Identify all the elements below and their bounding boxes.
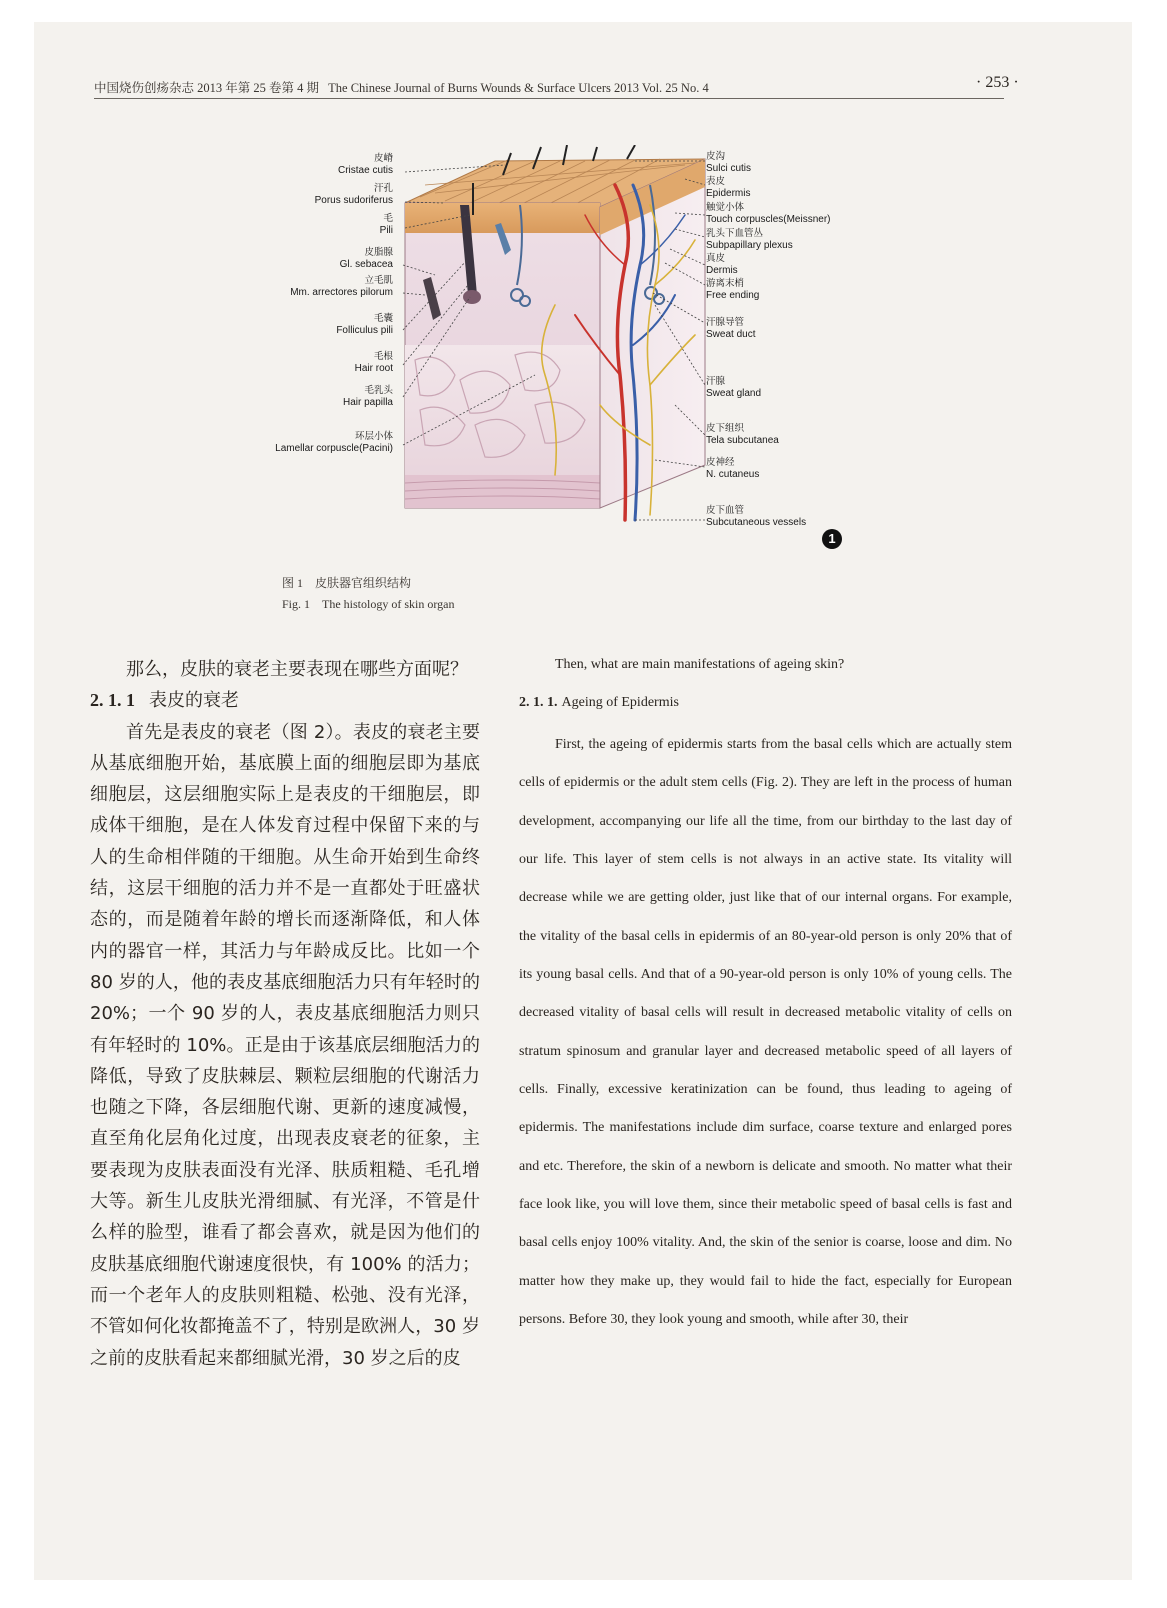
label-sulci-cutis: 皮沟 Sulci cutis xyxy=(706,151,752,174)
label-hair-root: 毛根 Hair root xyxy=(354,351,393,374)
label-tela-subcutanea: 皮下组织 Tela subcutanea xyxy=(706,423,779,446)
label-free-ending: 游离末梢 Free ending xyxy=(706,278,760,301)
right-column-english xyxy=(519,654,1012,1340)
section-title-en: Ageing of Epidermis xyxy=(561,695,679,710)
journal-title-cn: 中国烧伤创疡杂志 2013 年第 25 卷第 4 期 xyxy=(94,81,320,95)
label-subcutaneous-vessels: 皮下血管 Subcutaneous vessels xyxy=(706,505,807,528)
label-subpapillary-plexus: 乳头下血管丛 Subpapillary plexus xyxy=(706,228,793,251)
figure-caption-en: Fig. 1 The histology of skin organ xyxy=(282,597,455,611)
label-n-cutaneus: 皮神经 N. cutaneus xyxy=(706,457,760,480)
running-header xyxy=(94,78,864,96)
body-paragraph-cn: 首先是表皮的衰老（图 2）。表皮的衰老主要从基底细胞开始，基底膜上面的细胞层即为基底细胞层，这层细胞实际上是表皮的干细胞层，即成体干细胞，是在人体发育过程中保留下来的与人的生命相伴随的干细胞。从生命开始到生命终结，这层干细胞的活力并不是一直都处于旺盛状态的，而是随着年龄的增长而逐渐降低，和人体内的器官一样，其活力与年龄成反比。比如一个 80 岁的人，他的表皮基底细胞活力只有年轻时的 20%；一个 90 岁的人，表皮基底细胞活力则只有年轻时的 10%。正是由于该基底层细胞活力的降低，导致了皮肤棘层、颗粒层细胞的代谢活力也随之下降，各层细胞代谢、更新的速度减慢，直至角化层角化过度，出现表皮衰老的征象，主要表现为皮肤表面没有光泽、肤质粗糙、毛孔增大等。新生儿皮肤光滑细腻、有光泽，不管是什么样的脸型，谁看了都会喜欢，就是因为他们的皮肤基底细胞代谢速度很快，有 100% 的活力；而一个老年人的皮肤则粗糙、松弛、没有光泽，不管如何化妆都掩盖不了，特别是欧洲人，30 岁之前的皮肤看起来都细腻光滑，30 岁之后的皮 xyxy=(90,721,480,1369)
label-hair-papilla: 毛乳头 Hair papilla xyxy=(342,385,393,408)
label-arrectores-pilorum: 立毛肌 Mm. arrectores pilorum xyxy=(290,275,393,298)
intro-question-cn: 那么，皮肤的衰老主要表现在哪些方面呢？ xyxy=(126,659,468,680)
label-lamellar-corpuscle: 环层小体 Lamellar corpuscle(Pacini) xyxy=(275,431,393,454)
intro-question-en: Then, what are main manifestations of ageing skin? xyxy=(555,657,845,672)
label-dermis: 真皮 Dermis xyxy=(706,253,738,276)
section-heading-cn xyxy=(90,685,480,716)
section-number-en: 2. 1. 1. xyxy=(519,695,558,710)
label-pili: 毛 Pili xyxy=(379,213,393,236)
header-rule xyxy=(94,98,1004,99)
figure-caption-cn: 图 1 皮肤器官组织结构 xyxy=(282,576,412,590)
section-number-cn: 2. 1. 1 xyxy=(90,690,135,711)
label-porus-sudoriferus: 汗孔 Porus sudoriferus xyxy=(314,183,393,206)
label-sweat-duct: 汗腺导管 Sweat duct xyxy=(706,317,756,340)
label-cristae-cutis: 皮嵴 Cristae cutis xyxy=(337,153,393,176)
figure-marker-badge: 1 xyxy=(822,529,842,549)
label-gl-sebacea: 皮脂腺 Gl. sebacea xyxy=(339,247,393,270)
label-folliculus-pili: 毛囊 Folliculus pili xyxy=(336,313,393,336)
label-epidermis: 表皮 Epidermis xyxy=(706,176,751,199)
page-number: · 253 · xyxy=(976,74,1019,91)
label-touch-corpuscles: 触觉小体 Touch corpuscles(Meissner) xyxy=(706,202,831,225)
body-paragraph-en: First, the ageing of epidermis starts from the basal cells which are actually stem cells of epidermis or the adult stem cells (Fig. 2). They are left in the process of human development, accompanying our life all the time, from our birthday to the last day of our life. This layer of stem cells is not always in an active state. Its vitality will decrease while we are getting older, just like that of our internal organs. For example, the vitality of the basal cells in epidermis of an 80-year-old person is only 20% that of its young basal cells. And that of a 90-year-old person is only 10% of young cells. The decreased vitality of basal cells will result in decreased metabolic vitality of cells on stratum spinosum and granular layer and decreased metabolic speed of all layers of cells. Finally, excessive keratinization can be found, thus leading to ageing of epidermis. The manifestations include dim surface, coarse texture and enlarged pores and etc. Therefore, the skin of a newborn is delicate and smooth. No matter what their face look like, you will love them, since their metabolic speed of basal cells is fast and basal cells enjoy 100% vitality. And, the skin of the senior is coarse, loose and dim. No matter how they make up, they would fail to hide the fact, especially for European persons. Before 30, they look young and smooth, while after 30, their xyxy=(519,737,1012,1328)
left-column-chinese xyxy=(90,654,480,1374)
section-title-cn: 表皮的衰老 xyxy=(149,690,239,712)
section-heading-en xyxy=(519,692,1012,714)
figure-1 xyxy=(255,145,855,555)
label-sweat-gland: 汗腺 Sweat gland xyxy=(706,376,762,399)
journal-title-en: The Chinese Journal of Burns Wounds & Surface Ulcers 2013 Vol. 25 No. 4 xyxy=(328,81,709,95)
